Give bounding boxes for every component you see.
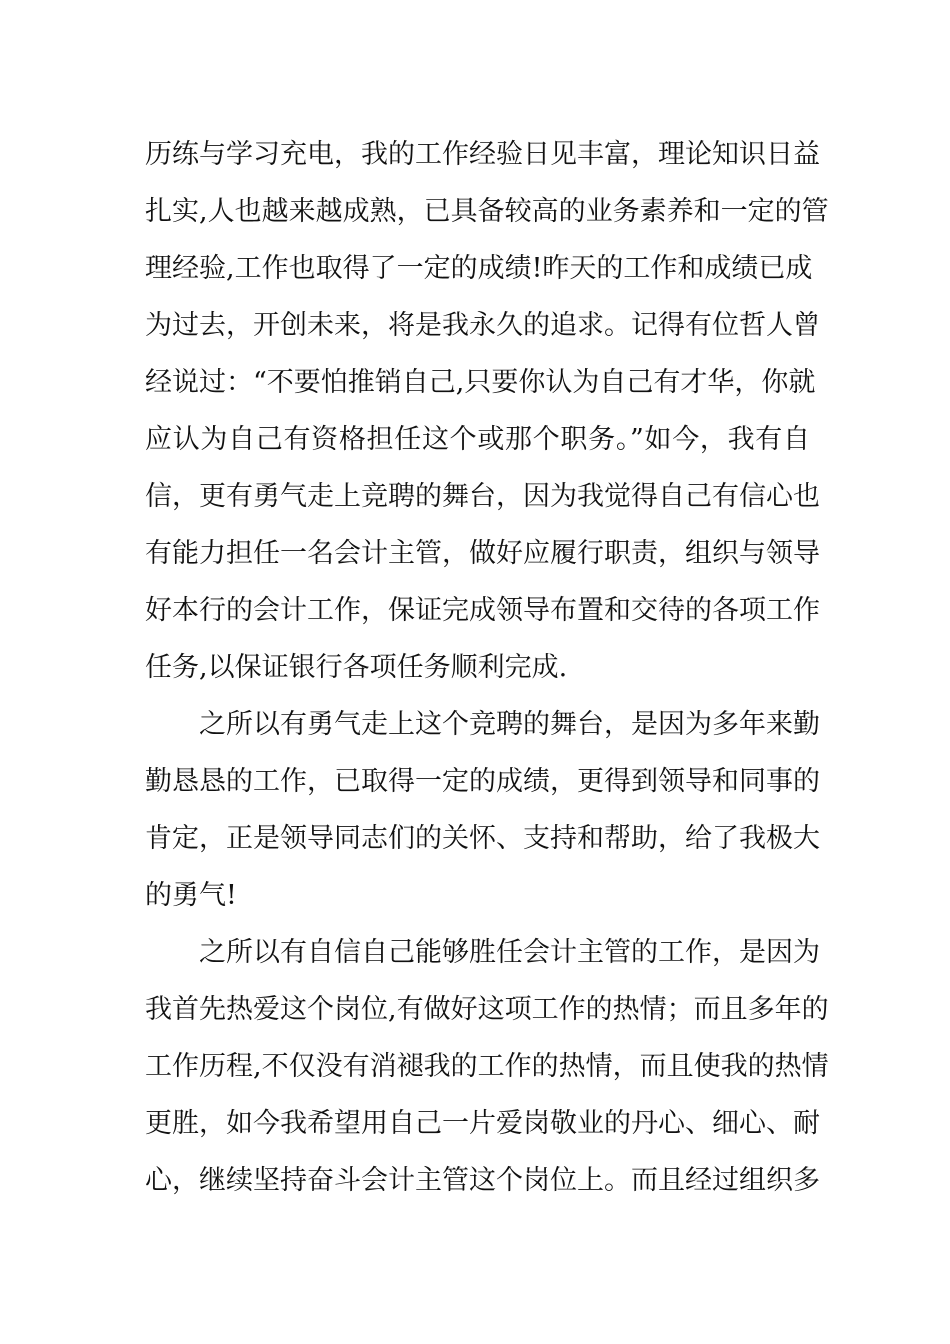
paragraph-1-line-2: 扎实,人也越来越成熟，已具备较高的业务素养和一定的管	[145, 196, 829, 227]
paragraph-1-line-10: 任务,以保证银行各项任务顺利完成.	[145, 652, 568, 683]
paragraph-2-line-3: 肯定，正是领导同志们的关怀、支持和帮助，给了我极大	[145, 823, 820, 854]
paragraph-1-line-1: 历练与学习充电，我的工作经验日见丰富，理论知识日益	[145, 139, 820, 170]
paragraph-1-line-3: 理经验,工作也取得了一定的成绩!昨天的工作和成绩已成	[145, 253, 813, 284]
paragraph-2-line-1: 之所以有勇气走上这个竞聘的舞台，是因为多年来勤	[199, 709, 820, 740]
paragraph-3-line-5: 心，继续坚持奋斗会计主管这个岗位上。而且经过组织多	[145, 1165, 820, 1196]
paragraph-1-line-6: 应认为自己有资格担任这个或那个职务。”如今，我有自	[145, 424, 810, 455]
body-text	[145, 126, 829, 1209]
paragraph-3-line-1: 之所以有自信自己能够胜任会计主管的工作，是因为	[199, 937, 820, 968]
paragraph-1-line-4: 为过去，开创未来，将是我永久的追求。记得有位哲人曾	[145, 310, 820, 341]
paragraph-1-line-7: 信，更有勇气走上竞聘的舞台，因为我觉得自己有信心也	[145, 481, 820, 512]
paragraph-1-line-8: 有能力担任一名会计主管，做好应履行职责，组织与领导	[145, 538, 820, 569]
paragraph-3-line-3: 工作历程,不仅没有消褪我的工作的热情，而且使我的热情	[145, 1051, 829, 1082]
paragraph-1-line-5: 经说过：“不要怕推销自己,只要你认为自己有才华，你就	[145, 367, 816, 398]
paragraph-1-line-9: 好本行的会计工作，保证完成领导布置和交待的各项工作	[145, 595, 820, 626]
paragraph-3-line-4: 更胜，如今我希望用自己一片爱岗敬业的丹心、细心、耐	[145, 1108, 820, 1139]
paragraph-2-line-2: 勤恳恳的工作，已取得一定的成绩，更得到领导和同事的	[145, 766, 820, 797]
paragraph-3-line-2: 我首先热爱这个岗位,有做好这项工作的热情；而且多年的	[145, 994, 829, 1025]
paragraph-2-line-4: 的勇气!	[145, 880, 237, 911]
